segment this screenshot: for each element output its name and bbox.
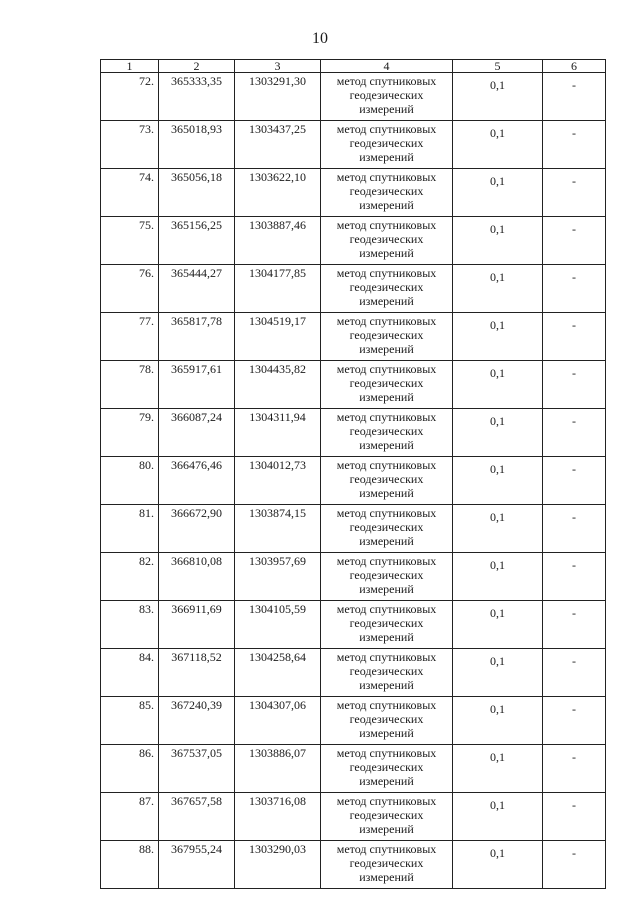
method-cell: метод спутниковых геодезических измерений <box>321 409 453 457</box>
accuracy-cell: 0,1 <box>453 457 543 505</box>
note-cell: - <box>543 265 606 313</box>
table-row <box>101 649 606 697</box>
header-col-4: 4 <box>321 60 453 73</box>
point-number-cell: 86. <box>101 745 159 793</box>
note-cell: - <box>543 169 606 217</box>
table-row <box>101 745 606 793</box>
x-coordinate-cell: 366672,90 <box>159 505 235 553</box>
table-row <box>101 601 606 649</box>
x-coordinate-cell: 365917,61 <box>159 361 235 409</box>
method-cell: метод спутниковых геодезических измерений <box>321 697 453 745</box>
y-coordinate-cell: 1303874,15 <box>235 505 321 553</box>
table-row <box>101 553 606 601</box>
x-coordinate-cell: 365817,78 <box>159 313 235 361</box>
accuracy-cell: 0,1 <box>453 649 543 697</box>
table-row <box>101 265 606 313</box>
x-coordinate-cell: 365018,93 <box>159 121 235 169</box>
y-coordinate-cell: 1303291,30 <box>235 73 321 121</box>
coordinates-table <box>100 59 606 889</box>
y-coordinate-cell: 1304307,06 <box>235 697 321 745</box>
y-coordinate-cell: 1303290,03 <box>235 841 321 889</box>
y-coordinate-cell: 1304012,73 <box>235 457 321 505</box>
point-number-cell: 79. <box>101 409 159 457</box>
x-coordinate-cell: 367955,24 <box>159 841 235 889</box>
table-row <box>101 793 606 841</box>
method-cell: метод спутниковых геодезических измерений <box>321 121 453 169</box>
table-row <box>101 217 606 265</box>
point-number-cell: 78. <box>101 361 159 409</box>
method-cell: метод спутниковых геодезических измерений <box>321 745 453 793</box>
point-number-cell: 83. <box>101 601 159 649</box>
accuracy-cell: 0,1 <box>453 265 543 313</box>
note-cell: - <box>543 313 606 361</box>
point-number-cell: 75. <box>101 217 159 265</box>
header-col-5: 5 <box>453 60 543 73</box>
point-number-cell: 84. <box>101 649 159 697</box>
method-cell: метод спутниковых геодезических измерений <box>321 793 453 841</box>
page-number: 10 <box>312 30 328 47</box>
table-row <box>101 457 606 505</box>
point-number-cell: 76. <box>101 265 159 313</box>
table-row <box>101 73 606 121</box>
accuracy-cell: 0,1 <box>453 553 543 601</box>
method-cell: метод спутниковых геодезических измерений <box>321 265 453 313</box>
note-cell: - <box>543 601 606 649</box>
method-cell: метод спутниковых геодезических измерений <box>321 841 453 889</box>
accuracy-cell: 0,1 <box>453 313 543 361</box>
method-cell: метод спутниковых геодезических измерений <box>321 73 453 121</box>
y-coordinate-cell: 1304105,59 <box>235 601 321 649</box>
accuracy-cell: 0,1 <box>453 361 543 409</box>
table-row <box>101 697 606 745</box>
y-coordinate-cell: 1304435,82 <box>235 361 321 409</box>
table-row <box>101 841 606 889</box>
x-coordinate-cell: 367537,05 <box>159 745 235 793</box>
method-cell: метод спутниковых геодезических измерений <box>321 169 453 217</box>
point-number-cell: 72. <box>101 73 159 121</box>
note-cell: - <box>543 409 606 457</box>
y-coordinate-cell: 1303622,10 <box>235 169 321 217</box>
table-row <box>101 409 606 457</box>
y-coordinate-cell: 1304519,17 <box>235 313 321 361</box>
x-coordinate-cell: 366810,08 <box>159 553 235 601</box>
point-number-cell: 80. <box>101 457 159 505</box>
point-number-cell: 74. <box>101 169 159 217</box>
header-col-3: 3 <box>235 60 321 73</box>
x-coordinate-cell: 365333,35 <box>159 73 235 121</box>
point-number-cell: 88. <box>101 841 159 889</box>
method-cell: метод спутниковых геодезических измерений <box>321 313 453 361</box>
note-cell: - <box>543 505 606 553</box>
point-number-cell: 82. <box>101 553 159 601</box>
x-coordinate-cell: 367118,52 <box>159 649 235 697</box>
table-row <box>101 505 606 553</box>
table-header-row <box>101 60 606 73</box>
y-coordinate-cell: 1304311,94 <box>235 409 321 457</box>
note-cell: - <box>543 793 606 841</box>
method-cell: метод спутниковых геодезических измерений <box>321 361 453 409</box>
method-cell: метод спутниковых геодезических измерений <box>321 217 453 265</box>
y-coordinate-cell: 1303887,46 <box>235 217 321 265</box>
note-cell: - <box>543 745 606 793</box>
x-coordinate-cell: 365156,25 <box>159 217 235 265</box>
accuracy-cell: 0,1 <box>453 793 543 841</box>
method-cell: метод спутниковых геодезических измерений <box>321 649 453 697</box>
accuracy-cell: 0,1 <box>453 601 543 649</box>
note-cell: - <box>543 841 606 889</box>
note-cell: - <box>543 553 606 601</box>
table-row <box>101 121 606 169</box>
x-coordinate-cell: 366476,46 <box>159 457 235 505</box>
note-cell: - <box>543 457 606 505</box>
accuracy-cell: 0,1 <box>453 169 543 217</box>
y-coordinate-cell: 1304258,64 <box>235 649 321 697</box>
y-coordinate-cell: 1303957,69 <box>235 553 321 601</box>
table-row <box>101 313 606 361</box>
header-col-1: 1 <box>101 60 159 73</box>
header-col-2: 2 <box>159 60 235 73</box>
note-cell: - <box>543 73 606 121</box>
point-number-cell: 77. <box>101 313 159 361</box>
point-number-cell: 73. <box>101 121 159 169</box>
note-cell: - <box>543 697 606 745</box>
x-coordinate-cell: 365444,27 <box>159 265 235 313</box>
y-coordinate-cell: 1303886,07 <box>235 745 321 793</box>
accuracy-cell: 0,1 <box>453 217 543 265</box>
accuracy-cell: 0,1 <box>453 121 543 169</box>
method-cell: метод спутниковых геодезических измерений <box>321 601 453 649</box>
header-col-6: 6 <box>543 60 606 73</box>
x-coordinate-cell: 367657,58 <box>159 793 235 841</box>
method-cell: метод спутниковых геодезических измерений <box>321 553 453 601</box>
point-number-cell: 87. <box>101 793 159 841</box>
note-cell: - <box>543 217 606 265</box>
accuracy-cell: 0,1 <box>453 745 543 793</box>
x-coordinate-cell: 367240,39 <box>159 697 235 745</box>
accuracy-cell: 0,1 <box>453 505 543 553</box>
y-coordinate-cell: 1303437,25 <box>235 121 321 169</box>
y-coordinate-cell: 1303716,08 <box>235 793 321 841</box>
method-cell: метод спутниковых геодезических измерений <box>321 505 453 553</box>
x-coordinate-cell: 366911,69 <box>159 601 235 649</box>
accuracy-cell: 0,1 <box>453 73 543 121</box>
table-row <box>101 169 606 217</box>
table-row <box>101 361 606 409</box>
accuracy-cell: 0,1 <box>453 409 543 457</box>
point-number-cell: 85. <box>101 697 159 745</box>
note-cell: - <box>543 121 606 169</box>
x-coordinate-cell: 365056,18 <box>159 169 235 217</box>
point-number-cell: 81. <box>101 505 159 553</box>
accuracy-cell: 0,1 <box>453 841 543 889</box>
method-cell: метод спутниковых геодезических измерений <box>321 457 453 505</box>
note-cell: - <box>543 649 606 697</box>
x-coordinate-cell: 366087,24 <box>159 409 235 457</box>
y-coordinate-cell: 1304177,85 <box>235 265 321 313</box>
accuracy-cell: 0,1 <box>453 697 543 745</box>
note-cell: - <box>543 361 606 409</box>
